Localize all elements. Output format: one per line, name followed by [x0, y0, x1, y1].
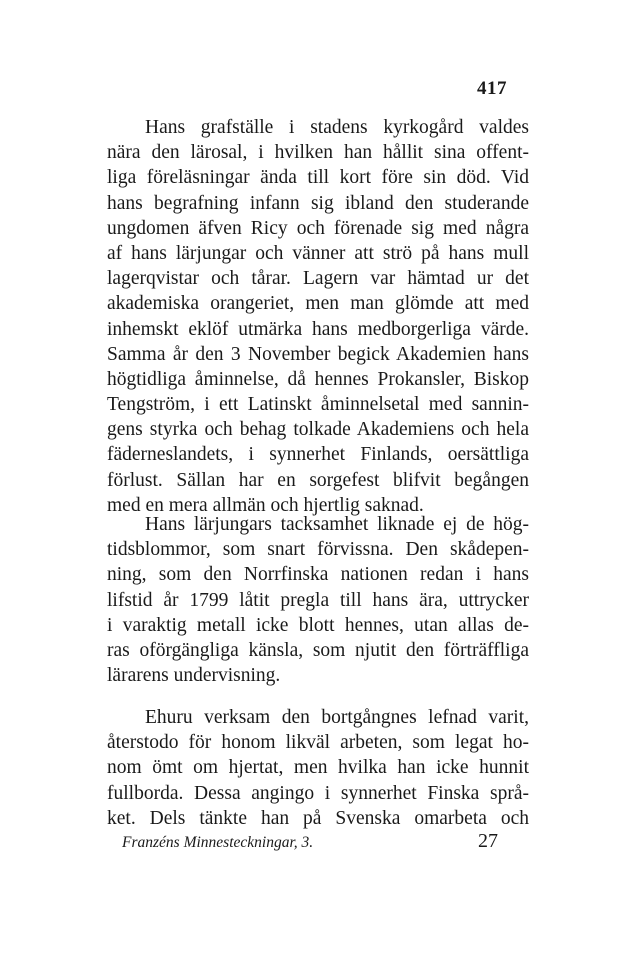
text-line: lagerqvistar och tårar. Lagern var hämtad ur det [107, 268, 529, 290]
text-line: ket. Dels tänkte han på Svenska omarbeta och [107, 807, 529, 829]
text-line: med en mera allmän och hjertlig saknad. [107, 494, 424, 516]
text-line: Samma år den 3 November begick Akademien hans [107, 343, 529, 365]
text-line: ungdomen äfven Ricy och förenade sig med några [107, 217, 529, 239]
text-line: Hans grafställe i stadens kyrkogård valdes [145, 117, 529, 138]
text-line: fäderneslandets, i synnerhet Finlands, oersättliga [107, 444, 529, 466]
text-line: tidsblommor, som snart förvissna. Den skådepen- [107, 539, 529, 561]
text-line: liga föreläsningar ända till kort före sin död. Vid [107, 167, 529, 189]
text-line: förlust. Sällan har en sorgefest blifvit begången [107, 469, 529, 491]
text-line: hans begrafning infann sig ibland den studerande [107, 192, 529, 214]
text-line: af hans lärjungar och vänner att strö på hans mull [107, 242, 529, 264]
text-line: lifstid år 1799 låtit pregla till hans ära, uttrycker [107, 589, 529, 611]
text-line: lärarens undervisning. [107, 665, 281, 687]
text-line: återstodo för honom likväl arbeten, som legat ho- [107, 732, 529, 754]
text-line: nom ömt om hjertat, men hvilka han icke hunnit [107, 757, 529, 779]
text-line: ras oförgängliga känsla, som njutit den förträffliga [107, 639, 529, 661]
text-line: i varaktig metall icke blott hennes, utan allas de- [107, 614, 529, 636]
text-line: inhemskt eklöf utmärka hans medborgerliga värde. [107, 318, 529, 340]
text-line: gens styrka och behag tolkade Akademiens och hela [107, 419, 529, 441]
text-line: akademiska orangeriet, men man glömde att med [107, 293, 529, 315]
page-number: 417 [477, 78, 507, 99]
sheet-number: 27 [478, 830, 498, 852]
text-line: Ehuru verksam den bortgångnes lefnad varit, [145, 707, 529, 728]
text-line: Tengström, i ett Latinskt åminnelsetal med sannin- [107, 394, 529, 416]
page-footer [122, 830, 498, 854]
paragraph-1 [107, 115, 529, 518]
text-line: fullborda. Dessa angingo i synnerhet Finska språ- [107, 782, 529, 804]
text-line: nära den lärosal, i hvilken han hållit sina offent- [107, 142, 529, 164]
paragraph-3 [107, 705, 529, 831]
signature-mark: Franzéns Minnesteckningar, 3. [122, 834, 314, 851]
text-line: ning, som den Norrfinska nationen redan i hans [107, 564, 529, 586]
paragraph-2 [107, 512, 529, 688]
text-line: Hans lärjungars tacksamhet liknade ej de hög- [145, 514, 529, 535]
text-line: högtidliga åminnelse, då hennes Prokansler, Biskop [107, 368, 529, 390]
